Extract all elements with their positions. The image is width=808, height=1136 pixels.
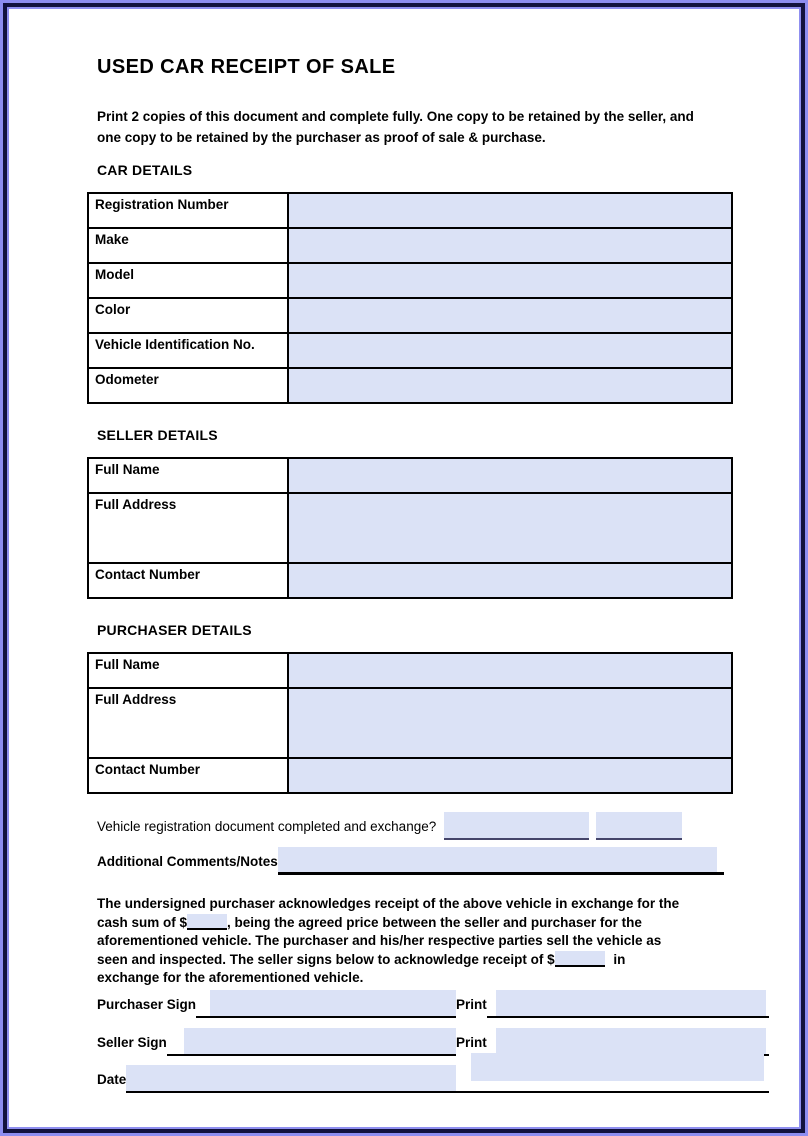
seller-sign-group [97,1028,456,1056]
field-purchaser-full-address[interactable] [288,688,732,758]
acknowledgement-line-5: exchange for the aforementioned vehicle. [97,970,364,985]
field-vehicle-identification-no[interactable] [288,333,732,368]
section-heading-car-details: CAR DETAILS [97,162,193,178]
row-label: Full Address [88,493,288,563]
seller-sign-label: Seller Sign [97,1034,167,1050]
section-heading-seller-details: SELLER DETAILS [97,427,218,443]
row-label: Full Address [88,688,288,758]
row-label: Contact Number [88,563,288,598]
field-receipt-sum[interactable] [555,951,605,967]
acknowledgement-line-4-pre: seen and inspected. The seller signs below to acknowledge receipt of $ [97,951,555,967]
table-row [88,263,732,298]
field-make[interactable] [288,228,732,263]
field-seller-contact-number[interactable] [288,563,732,598]
field-date-2[interactable] [469,1065,769,1093]
table-row [88,368,732,403]
seller-print-label: Print [456,1034,487,1050]
field-exchange-2[interactable] [596,812,682,840]
row-label: Make [88,228,288,263]
row-label: Color [88,298,288,333]
seller-details-table [87,457,733,599]
field-purchaser-print-name[interactable] [487,990,769,1018]
table-row [88,688,732,758]
seller-signature-row [97,1028,769,1056]
purchaser-print-label: Print [456,996,487,1012]
additional-comments-row [97,847,799,875]
field-color[interactable] [288,298,732,333]
table-row [88,298,732,333]
purchaser-signature-row [97,990,769,1018]
field-seller-full-name[interactable] [288,458,732,493]
field-purchaser-signature[interactable] [196,990,456,1018]
acknowledgement-line-2-pre: cash sum of $ [97,914,188,930]
intro-line-1: Print 2 copies of this document and complete fully. One copy to be retained by the seller, and [97,109,694,124]
date-line-gap [456,1091,469,1093]
field-purchaser-full-name[interactable] [288,653,732,688]
acknowledgement-line-3: aforementioned vehicle. The purchaser and his/her respective parties sell the vehicle as [97,933,662,948]
field-date-1[interactable] [126,1065,456,1093]
row-label: Odometer [88,368,288,403]
page-border-dark [3,3,805,1133]
field-additional-comments[interactable] [278,847,724,875]
table-row [88,563,732,598]
document-page [7,7,801,1129]
field-purchaser-contact-number[interactable] [288,758,732,793]
acknowledgement-line-2-post: , being the agreed price between the seller and purchaser for the [227,914,642,930]
exchange-question-label: Vehicle registration document completed and exchange? [97,819,437,834]
acknowledgement-line-1: The undersigned purchaser acknowledges receipt of the above vehicle in exchange for the [97,896,680,911]
acknowledgement-line-4 [97,951,799,970]
exchange-question-row [97,812,799,840]
purchaser-sign-group [97,990,456,1018]
field-model[interactable] [288,263,732,298]
date-label: Date [97,1071,127,1087]
acknowledgement-paragraph [97,895,799,988]
table-row [88,493,732,563]
row-label: Full Name [88,653,288,688]
additional-comments-label: Additional Comments/Notes [97,854,278,869]
car-details-table [87,192,733,404]
field-seller-print-name[interactable] [487,1028,769,1056]
field-seller-full-address[interactable] [288,493,732,563]
row-label: Model [88,263,288,298]
table-row [88,653,732,688]
table-row [88,333,732,368]
date-group [97,1065,456,1093]
intro-paragraph [97,106,799,148]
row-label: Contact Number [88,758,288,793]
purchaser-details-table [87,652,733,794]
row-label: Vehicle Identification No. [88,333,288,368]
table-row [88,458,732,493]
purchaser-sign-label: Purchaser Sign [97,996,197,1012]
table-row [88,758,732,793]
row-label: Registration Number [88,193,288,228]
date-row [97,1065,769,1093]
table-row [88,193,732,228]
section-heading-purchaser-details: PURCHASER DETAILS [97,622,252,638]
acknowledgement-line-2 [97,914,799,933]
acknowledgement-line-4-post: in [609,951,626,967]
page-title: USED CAR RECEIPT OF SALE [97,56,396,78]
field-registration-number[interactable] [288,193,732,228]
intro-line-2: one copy to be retained by the purchaser as proof of sale & purchase. [97,130,546,145]
row-label: Full Name [88,458,288,493]
field-seller-signature[interactable] [167,1028,456,1056]
field-exchange-1[interactable] [444,812,589,840]
field-odometer[interactable] [288,368,732,403]
table-row [88,228,732,263]
field-cash-sum[interactable] [187,914,227,930]
